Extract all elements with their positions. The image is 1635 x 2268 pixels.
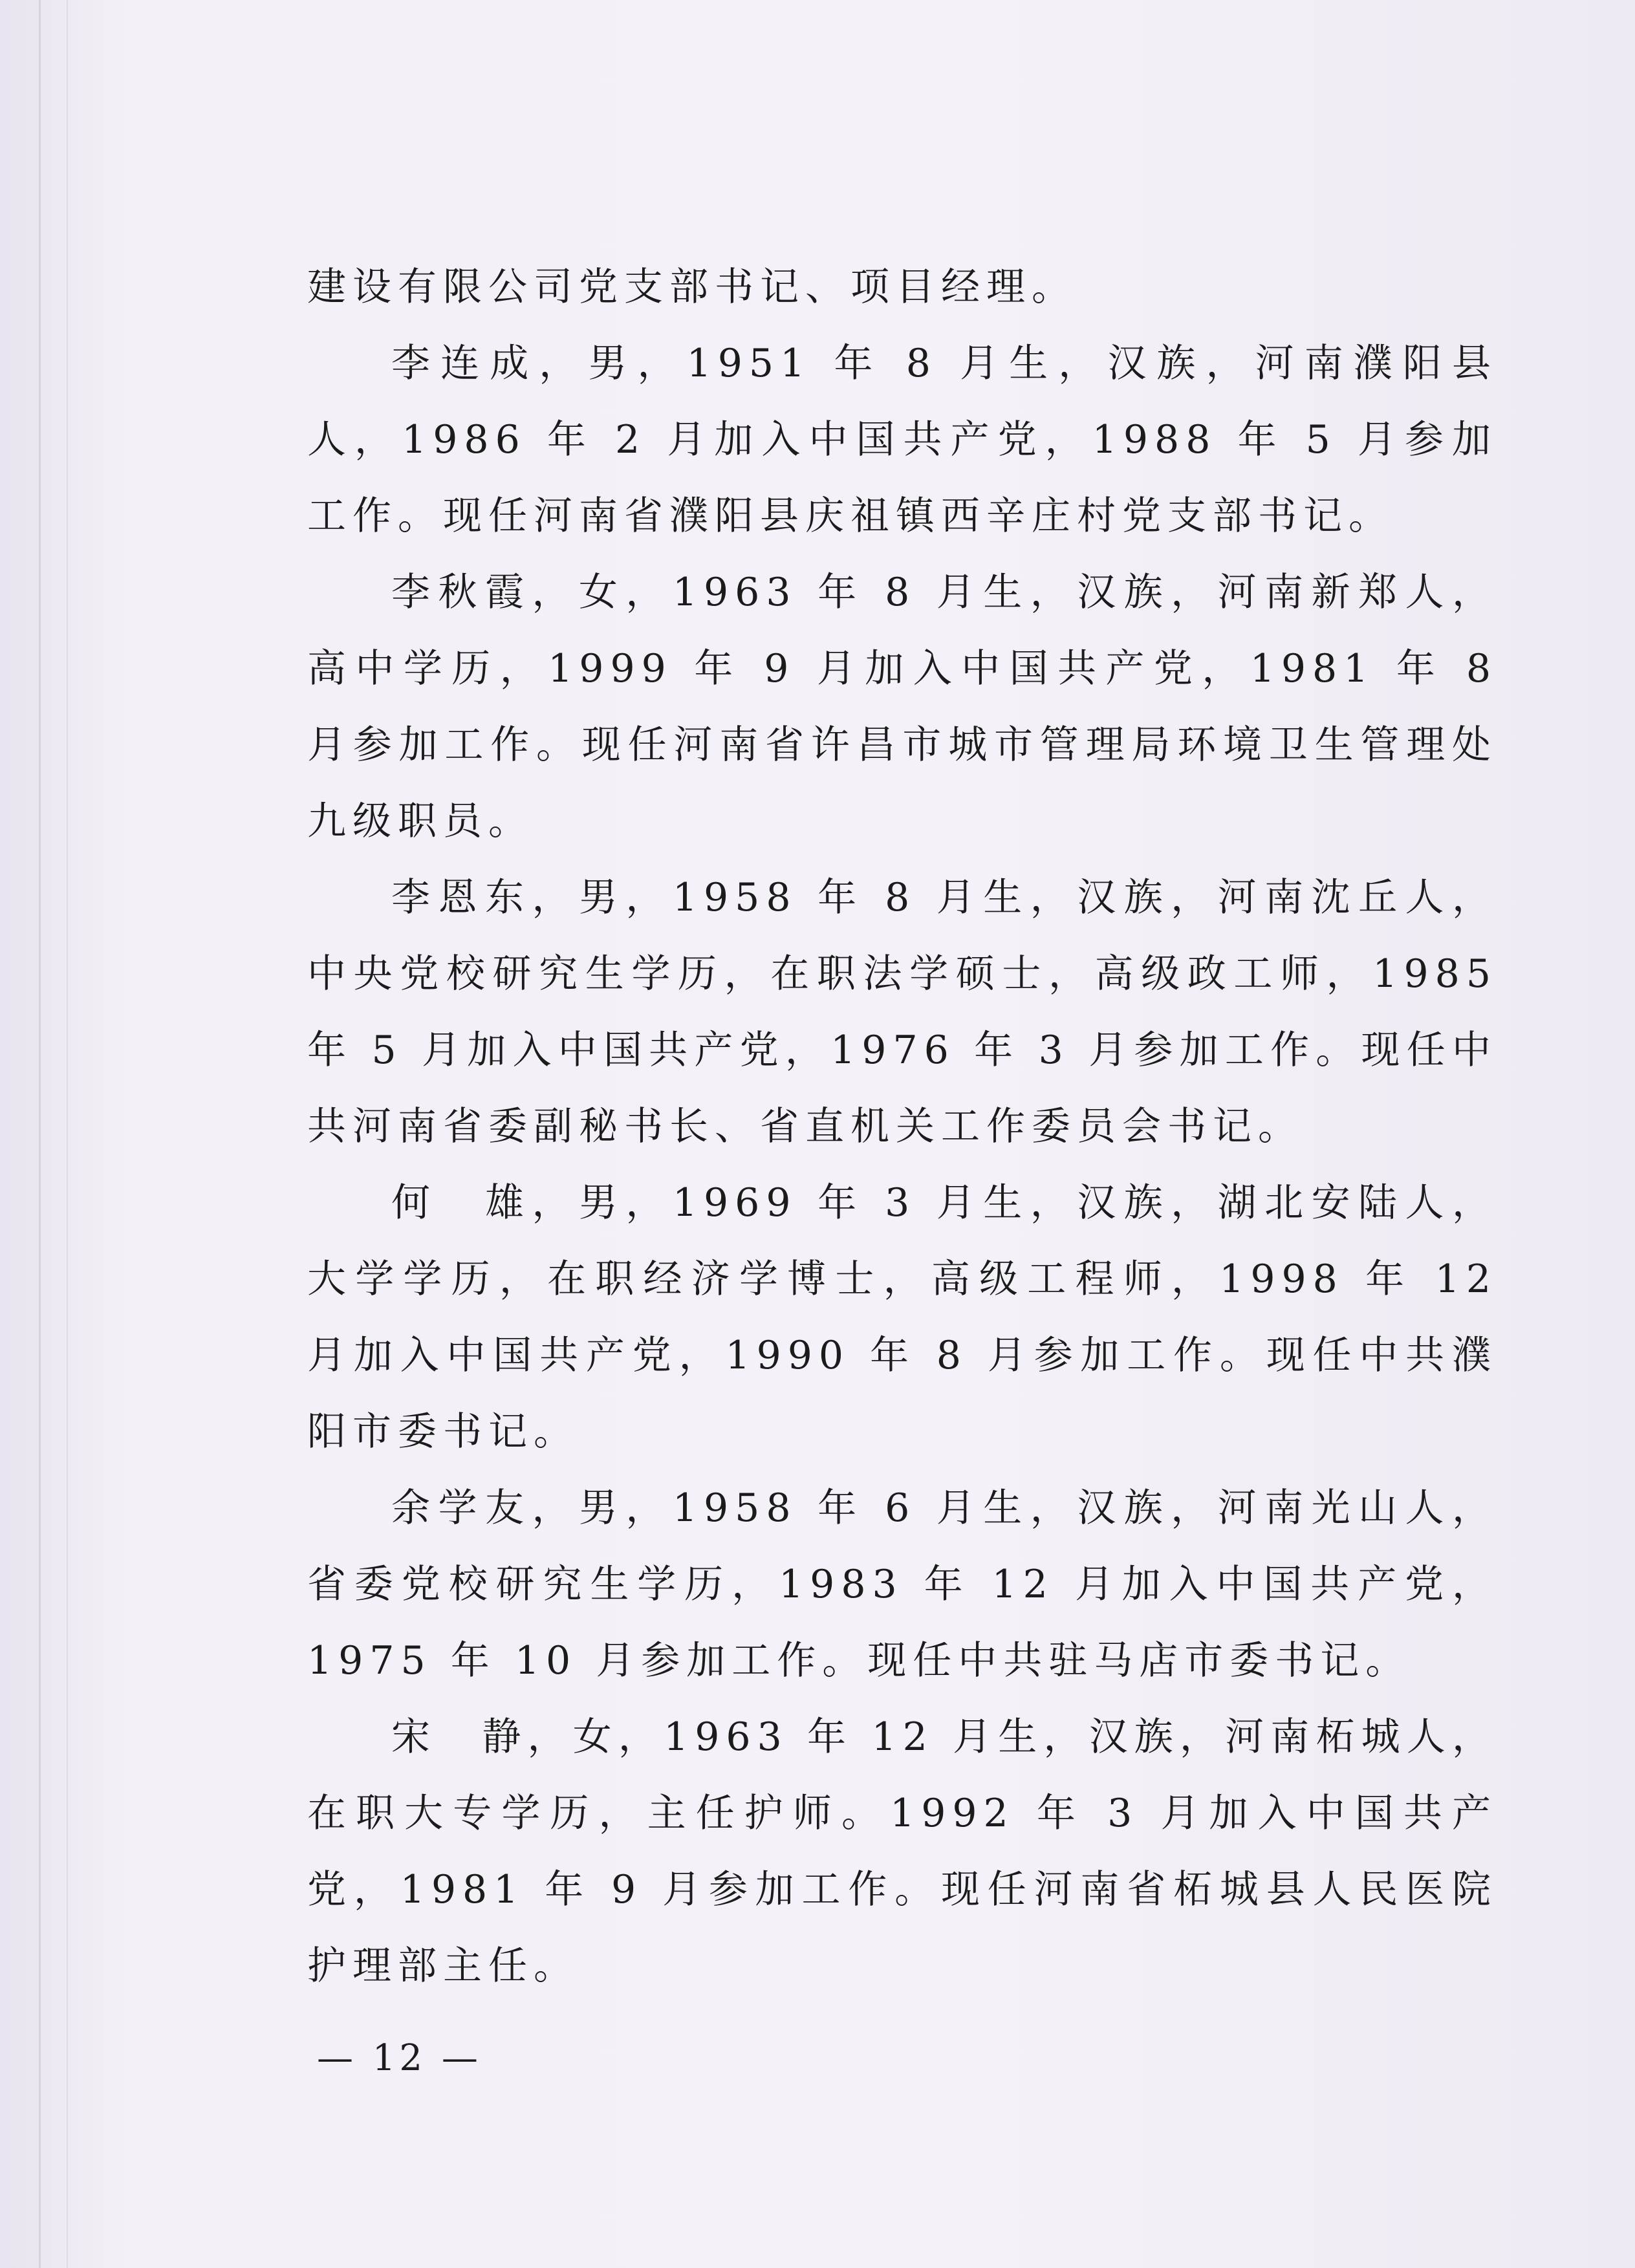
paragraph-continuation: 建设有限公司党支部书记、项目经理。 [307,265,1077,310]
page-number: — 12 — [317,2037,482,2079]
paragraph-he-xiong: 何 雄，男，1969 年 3 月生，汉族，湖北安陆人，大学学历，在职经济学博士，高级工程师，1998 年 12 月加入中国共产党，1990 年 8 月参加工作。现任中共濮阳市委书记。 [307,1180,1497,1454]
paragraph-li-qiuxia: 李秋霞，女，1963 年 8 月生，汉族，河南新郑人，高中学历，1999 年 9 月加入中国共产党，1981 年 8 月参加工作。现任河南省许昌市城市管理局环境卫生管理处九级职员。 [307,570,1497,844]
document-body [307,249,1497,2004]
paragraph-yu-xueyou: 余学友，男，1958 年 6 月生，汉族，河南光山人，省委党校研究生学历，1983 年 12 月加入中国共产党，1975 年 10 月参加工作。现任中共驻马店市委书记。 [307,1485,1497,1683]
paragraph-li-liancheng: 李连成，男，1951 年 8 月生，汉族，河南濮阳县人，1986 年 2 月加入中国共产党，1988 年 5 月参加工作。现任河南省濮阳县庆祖镇西辛庄村党支部书记。 [307,341,1497,539]
paragraph-song-jing: 宋 静，女，1963 年 12 月生，汉族，河南柘城人，在职大专学历，主任护师。1992 年 3 月加入中国共产党，1981 年 9 月参加工作。现任河南省柘城县人民医院护理部主任。 [307,1714,1497,1989]
paragraph-li-endong: 李恩东，男，1958 年 8 月生，汉族，河南沈丘人，中央党校研究生学历，在职法学硕士，高级政工师，1985 年 5 月加入中国共产党，1976 年 3 月参加工作。现任中共河南省委副秘书长、省直机关工作委员会书记。 [307,875,1497,1149]
page-binding-edge [39,0,68,2268]
